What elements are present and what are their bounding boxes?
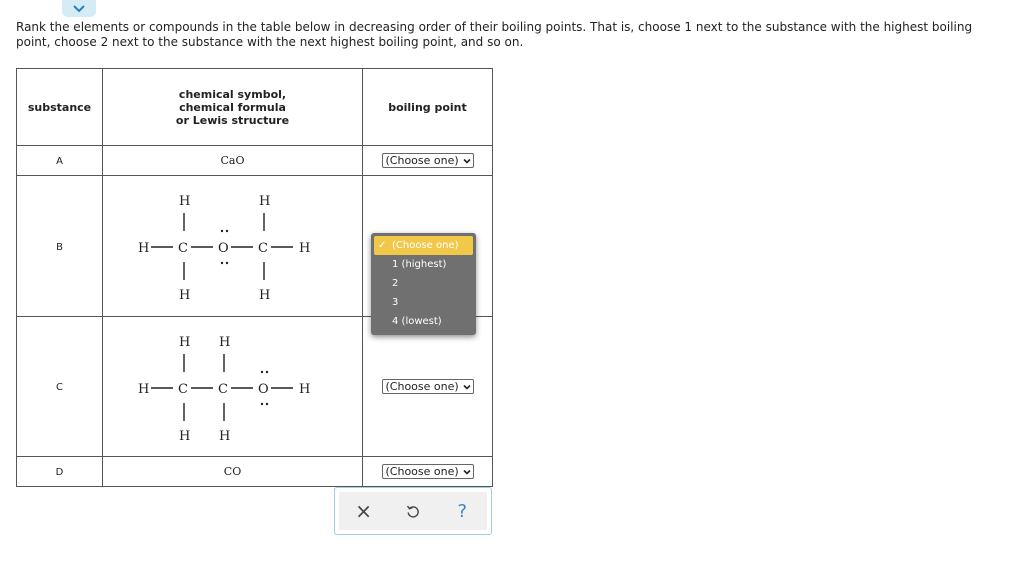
atom-h: H [137,381,149,397]
lone-pair-dot [265,370,267,372]
header-formula-line2: chemical formula [179,100,286,114]
atom-h: H [298,241,310,256]
lone-pair-dot [225,262,227,264]
atom-h: H [218,334,230,350]
dropdown-option[interactable]: 1 (highest) [392,259,447,270]
lone-pair-dot [220,262,222,264]
close-icon: × [355,499,373,523]
lone-pair-dot [225,230,227,232]
chevron-down-icon [72,4,86,13]
lewis-structure-ethanol [138,327,328,447]
boiling-point-select[interactable] [382,153,474,168]
atom-h: H [178,334,190,350]
chevron-down-icon [463,468,471,476]
select-value: (Choose one) [385,154,459,167]
clear-button[interactable] [349,496,379,526]
header-substance: substance [17,69,103,146]
chemical-formula: CO [223,465,242,478]
atom-h: H [218,428,230,444]
select-value: (Choose one) [385,465,459,478]
help-icon: ? [457,500,468,522]
atom-c: C [177,241,188,256]
header-formula-line3: or Lewis structure [175,113,290,127]
dropdown-option[interactable]: 4 (lowest) [392,316,442,327]
dropdown-option-label: (Choose one) [392,240,459,251]
chevron-down-icon [463,157,471,165]
atom-h: H [298,381,310,397]
lewis-structure-dimethyl-ether [138,186,328,306]
lone-pair-dot [220,230,222,232]
table-row [17,457,493,487]
atom-o: O [257,381,269,397]
substance-label: D [55,467,64,478]
header-formula-line1: chemical symbol, [178,87,287,101]
atom-c: C [217,381,228,397]
checkmark-icon: ✓ [378,240,387,251]
header-boiling-point: boiling point [363,69,493,146]
table-row [17,146,493,176]
table-row [17,317,493,457]
atom-c: C [177,381,188,397]
dropdown-option[interactable]: 3 [392,297,399,308]
atom-h: H [178,428,190,444]
atom-h: H [258,288,270,303]
atom-h: H [137,241,149,256]
select-value: (Choose one) [385,380,459,393]
undo-button[interactable] [398,496,428,526]
substance-label: B [56,241,63,253]
answer-toolbar [334,487,492,535]
collapse-toggle[interactable] [62,0,96,17]
lone-pair-dot [265,402,267,404]
substance-label: A [56,156,63,167]
lone-pair-dot [260,402,262,404]
header-formula [103,69,363,146]
boiling-point-select[interactable] [382,379,474,394]
atom-h: H [178,194,190,209]
undo-icon [405,503,421,519]
dropdown-option-selected[interactable] [374,236,473,255]
substance-label: C [56,382,63,393]
boiling-point-dropdown-open[interactable] [371,233,476,335]
chemical-formula: CaO [220,154,245,167]
atom-c: C [257,241,268,256]
question-prompt: Rank the elements or compounds in the table below in decreasing order of their boiling points. That is, choose 1 next to the substance with the highest boiling point, choose 2 next to the substance with the next highest boiling point, and so on. [16,20,973,49]
table-header-row [17,69,493,146]
dropdown-option[interactable]: 2 [392,278,399,289]
atom-h: H [178,288,190,303]
lone-pair-dot [260,370,262,372]
help-button[interactable] [447,496,477,526]
atom-h: H [258,194,270,209]
boiling-point-select[interactable] [382,464,474,479]
chevron-down-icon [463,383,471,391]
atom-o: O [217,241,229,256]
